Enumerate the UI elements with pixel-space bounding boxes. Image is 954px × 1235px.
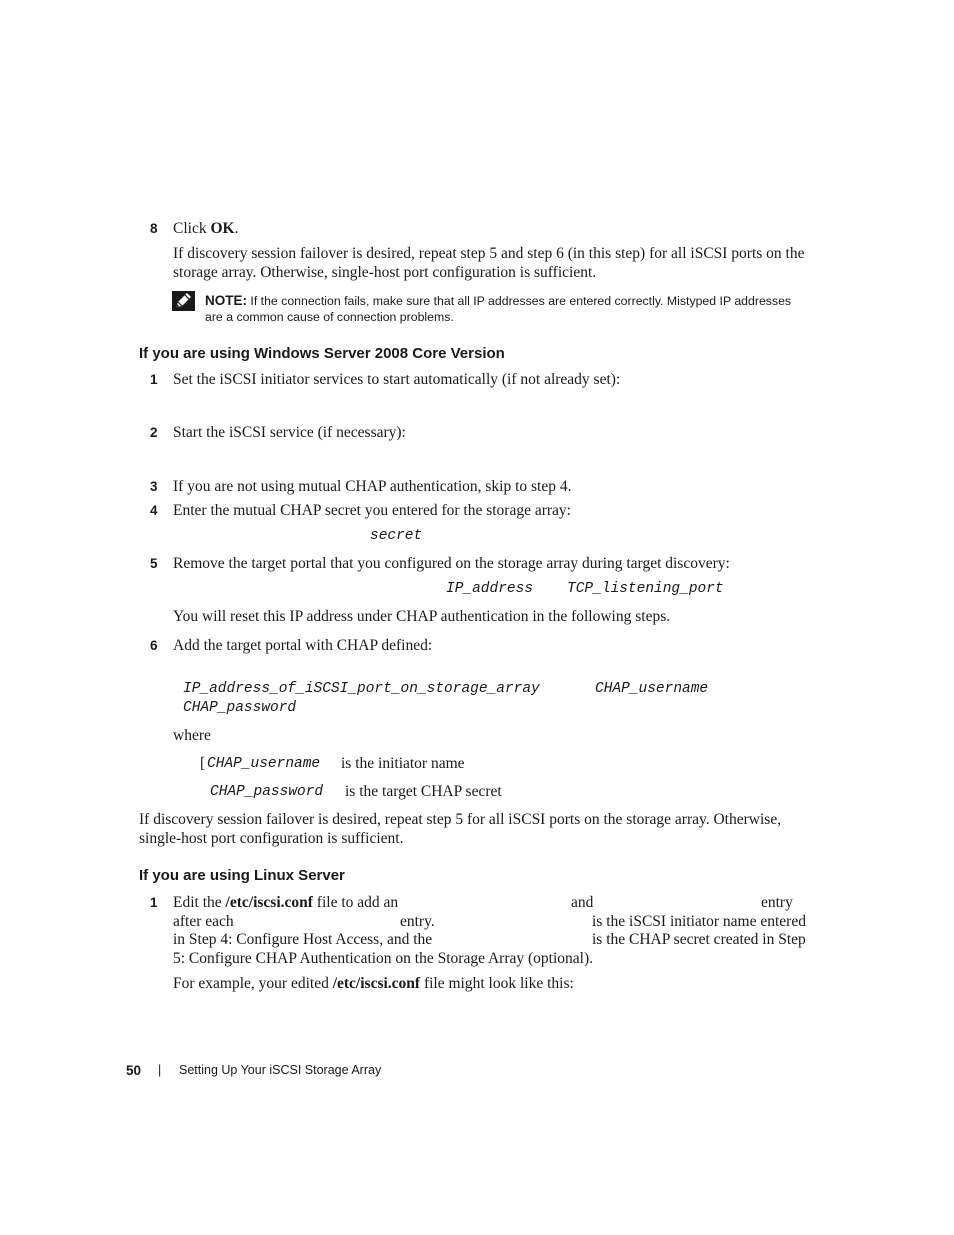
code-chap-password: CHAP_password [183,700,297,716]
note-line-1 [205,292,791,310]
linux-text: file to add an [312,894,399,911]
footer-title: Setting Up Your iSCSI Storage Array [179,1063,382,1077]
linux-line-3b: is the CHAP secret created in Step [592,931,806,948]
step-number: 4 [150,503,158,518]
linux-line-1a [173,893,398,912]
ok-label: OK [210,220,235,237]
step-number: 1 [150,372,158,387]
step-1-text: Set the iSCSI initiator services to start automatically (if not already set): [173,371,621,388]
def-text-password: is the target CHAP secret [345,783,502,800]
step-number: 5 [150,556,158,571]
note-label: NOTE: [205,293,247,308]
step-2-text: Start the iSCSI service (if necessary): [173,424,406,441]
pencil-note-icon [172,291,195,311]
step-3-text: If you are not using mutual CHAP authentication, skip to step 4. [173,478,572,495]
code-chap-username: CHAP_username [595,681,709,697]
section-heading-linux: If you are using Linux Server [139,867,345,884]
linux-line-2a: after each [173,913,234,930]
step-8-text [173,219,238,238]
page-number: 50 [126,1063,142,1078]
code-ip-address: IP_address [446,581,534,597]
step-4-text: Enter the mutual CHAP secret you entered for the storage array: [173,502,571,519]
linux-line-1d: entry [761,894,793,911]
linux-line-2b: entry. [400,913,435,930]
file-path: /etc/iscsi.conf [332,975,421,992]
linux-line-4: 5: Configure CHAP Authentication on the Storage Array (optional). [173,950,594,967]
section-heading-core: If you are using Windows Server 2008 Core Version [139,345,505,362]
closing-paragraph-line-2: single-host port configuration is sufficient. [139,830,404,847]
footer-separator: | [158,1063,162,1077]
code-ip-address-of-port: IP_address_of_iSCSI_port_on_storage_array [183,681,540,697]
def-text-username: is the initiator name [341,755,465,772]
step-number: 8 [150,221,158,236]
linux-text: file might look like this: [420,975,574,992]
linux-line-3a: in Step 4: Configure Host Access, and the [173,931,433,948]
step-6-text: Add the target portal with CHAP defined: [173,637,433,654]
step-text-prefix: Click [173,220,211,237]
failover-paragraph-line-1: If discovery session failover is desired, repeat step 5 and step 6 (in this step) for all iSCSI ports on the [173,245,805,262]
linux-line-1c: and [571,894,594,911]
linux-example-line [173,974,574,993]
bracket: [ [200,755,206,772]
step-5-text: Remove the target portal that you configured on the storage array during target discovery: [173,555,730,572]
def-code-username: CHAP_username [207,756,321,772]
failover-paragraph-line-2: storage array. Otherwise, single-host port configuration is sufficient. [173,264,597,281]
step-number: 1 [150,895,158,910]
step-number: 6 [150,638,158,653]
step-text-suffix: . [234,220,239,237]
code-secret: secret [370,528,423,544]
where-label: where [173,727,211,744]
step-5-note: You will reset this IP address under CHAP authentication in the following steps. [173,608,671,625]
note-text: If the connection fails, make sure that all IP addresses are entered correctly. Mistyped IP addresses [247,294,792,308]
linux-line-2c: is the iSCSI initiator name entered [592,913,806,930]
file-path: /etc/iscsi.conf [225,894,313,911]
step-number: 3 [150,479,158,494]
linux-text: Edit the [173,894,226,911]
closing-paragraph-line-1: If discovery session failover is desired, repeat step 5 for all iSCSI ports on the storage array. Otherwise, [139,811,782,828]
code-tcp-listening-port: TCP_listening_port [567,581,724,597]
def-code-password: CHAP_password [210,784,324,800]
note-line-2: are a common cause of connection problems. [205,310,454,324]
step-number: 2 [150,425,158,440]
linux-text: For example, your edited [173,975,333,992]
